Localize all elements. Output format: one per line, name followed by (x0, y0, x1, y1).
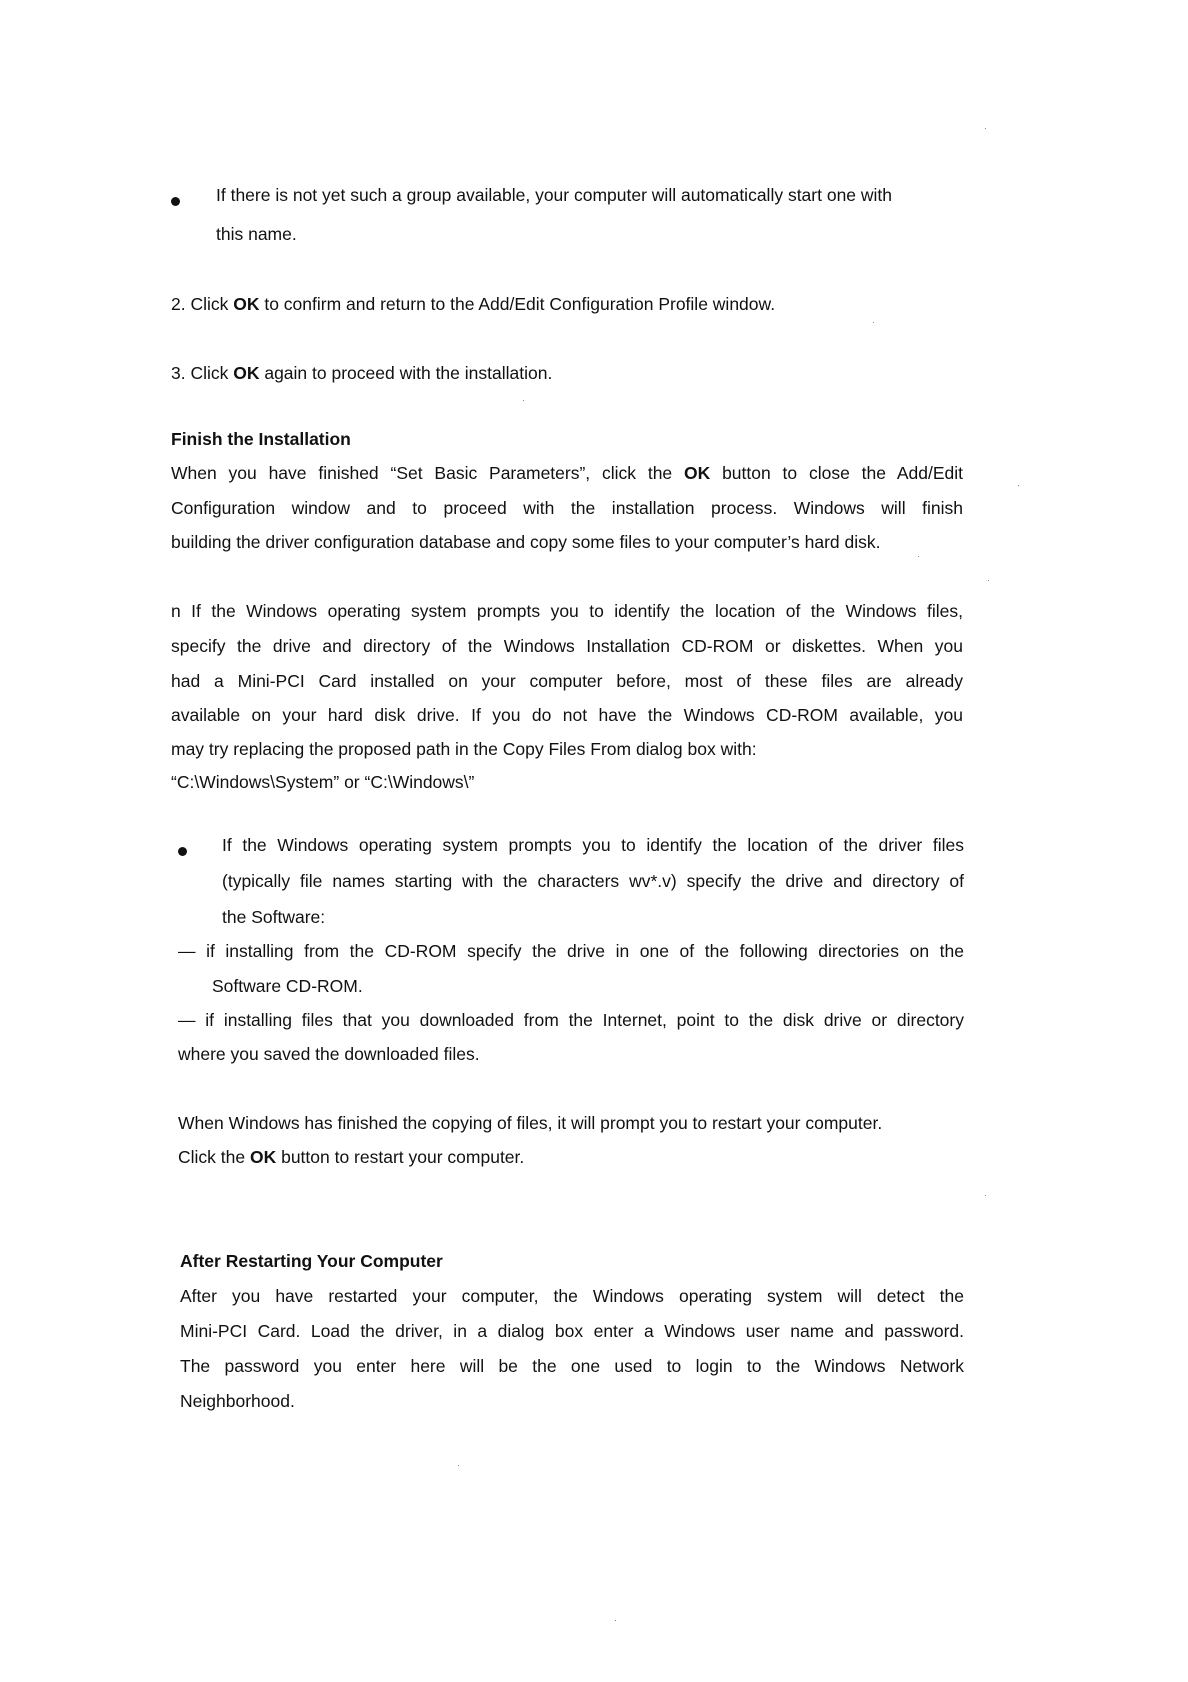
bullet-2-line-3: the Software: (222, 907, 326, 927)
finish-line-1-ok: OK (684, 463, 711, 483)
step-3-prefix: 3. Click (171, 363, 234, 383)
scan-speck (458, 1465, 459, 1466)
after-restart-line-2: Mini-PCI Card. Load the driver, in a dialog box enter a Windows user name and password. (180, 1321, 964, 1341)
restart-line-2-suffix: button to restart your computer. (276, 1147, 525, 1167)
dash-1-line-2: Software CD-ROM. (212, 976, 363, 996)
restart-line-1: When Windows has finished the copying of files, it will prompt you to restart your computer. (178, 1113, 883, 1133)
after-restart-line-4: Neighborhood. (180, 1391, 295, 1411)
scan-speck (873, 322, 874, 323)
bullet-dot (178, 847, 187, 856)
step-2-prefix: 2. Click (171, 294, 234, 314)
step-2-suffix: to confirm and return to the Add/Edit Configuration Profile window. (259, 294, 776, 314)
restart-line-2-ok: OK (249, 1147, 277, 1167)
finish-heading: Finish the Installation (171, 429, 351, 449)
step-2 (171, 293, 775, 315)
after-restart-heading: After Restarting Your Computer (180, 1251, 443, 1271)
restart-line-2-prefix: Click the (178, 1147, 250, 1167)
note-line-5: may try replacing the proposed path in the Copy Files From dialog box with: (171, 739, 757, 759)
note-line-1: n If the Windows operating system prompts you to identify the location of the Windows files, (171, 601, 963, 621)
bullet-2-line-1: If the Windows operating system prompts you to identify the location of the driver files (222, 835, 964, 855)
step-3 (171, 362, 552, 384)
step-3-ok: OK (233, 363, 260, 383)
after-restart-line-3: The password you enter here will be the one used to login to the Windows Network (180, 1356, 964, 1376)
bullet-1-line-2: this name. (216, 224, 297, 244)
finish-line-2: Configuration window and to proceed with the installation process. Windows will finish (171, 498, 963, 518)
note-line-4: available on your hard disk drive. If you do not have the Windows CD-ROM available, you (171, 705, 963, 725)
scan-speck (988, 580, 989, 581)
finish-line-3: building the driver configuration database and copy some files to your computer’s hard disk. (171, 532, 881, 552)
note-line-2: specify the drive and directory of the Windows Installation CD-ROM or diskettes. When you (171, 636, 963, 656)
dash-1-line-1: — if installing from the CD-ROM specify the drive in one of the following directories on the (178, 941, 964, 961)
finish-line-1-suffix: button to close the Add/Edit (710, 463, 963, 483)
finish-line-1-prefix: When you have finished “Set Basic Parameters”, click the (171, 463, 684, 483)
scan-speck (985, 128, 986, 129)
scan-speck (615, 1620, 616, 1621)
bullet-dot (171, 197, 180, 206)
step-3-suffix: again to proceed with the installation. (259, 363, 553, 383)
scan-speck (985, 1195, 986, 1196)
finish-line-1 (171, 462, 963, 484)
dash-2-line-1: — if installing files that you downloaded from the Internet, point to the disk drive or directory (178, 1010, 964, 1030)
scan-speck (1018, 485, 1019, 486)
step-2-ok: OK (233, 294, 260, 314)
dash-2-line-2: where you saved the downloaded files. (178, 1044, 480, 1064)
bullet-1-line-1: If there is not yet such a group available, your computer will automatically start one with (216, 185, 893, 205)
note-line-6: “C:\Windows\System” or “C:\Windows\” (171, 772, 475, 792)
scan-speck (918, 556, 919, 557)
bullet-2-line-2: (typically file names starting with the characters wv*.v) specify the drive and directory of (222, 871, 964, 891)
restart-line-2 (178, 1146, 524, 1168)
note-line-3: had a Mini-PCI Card installed on your computer before, most of these files are already (171, 671, 963, 691)
scan-speck (523, 400, 524, 401)
after-restart-line-1: After you have restarted your computer, the Windows operating system will detect the (180, 1286, 964, 1306)
